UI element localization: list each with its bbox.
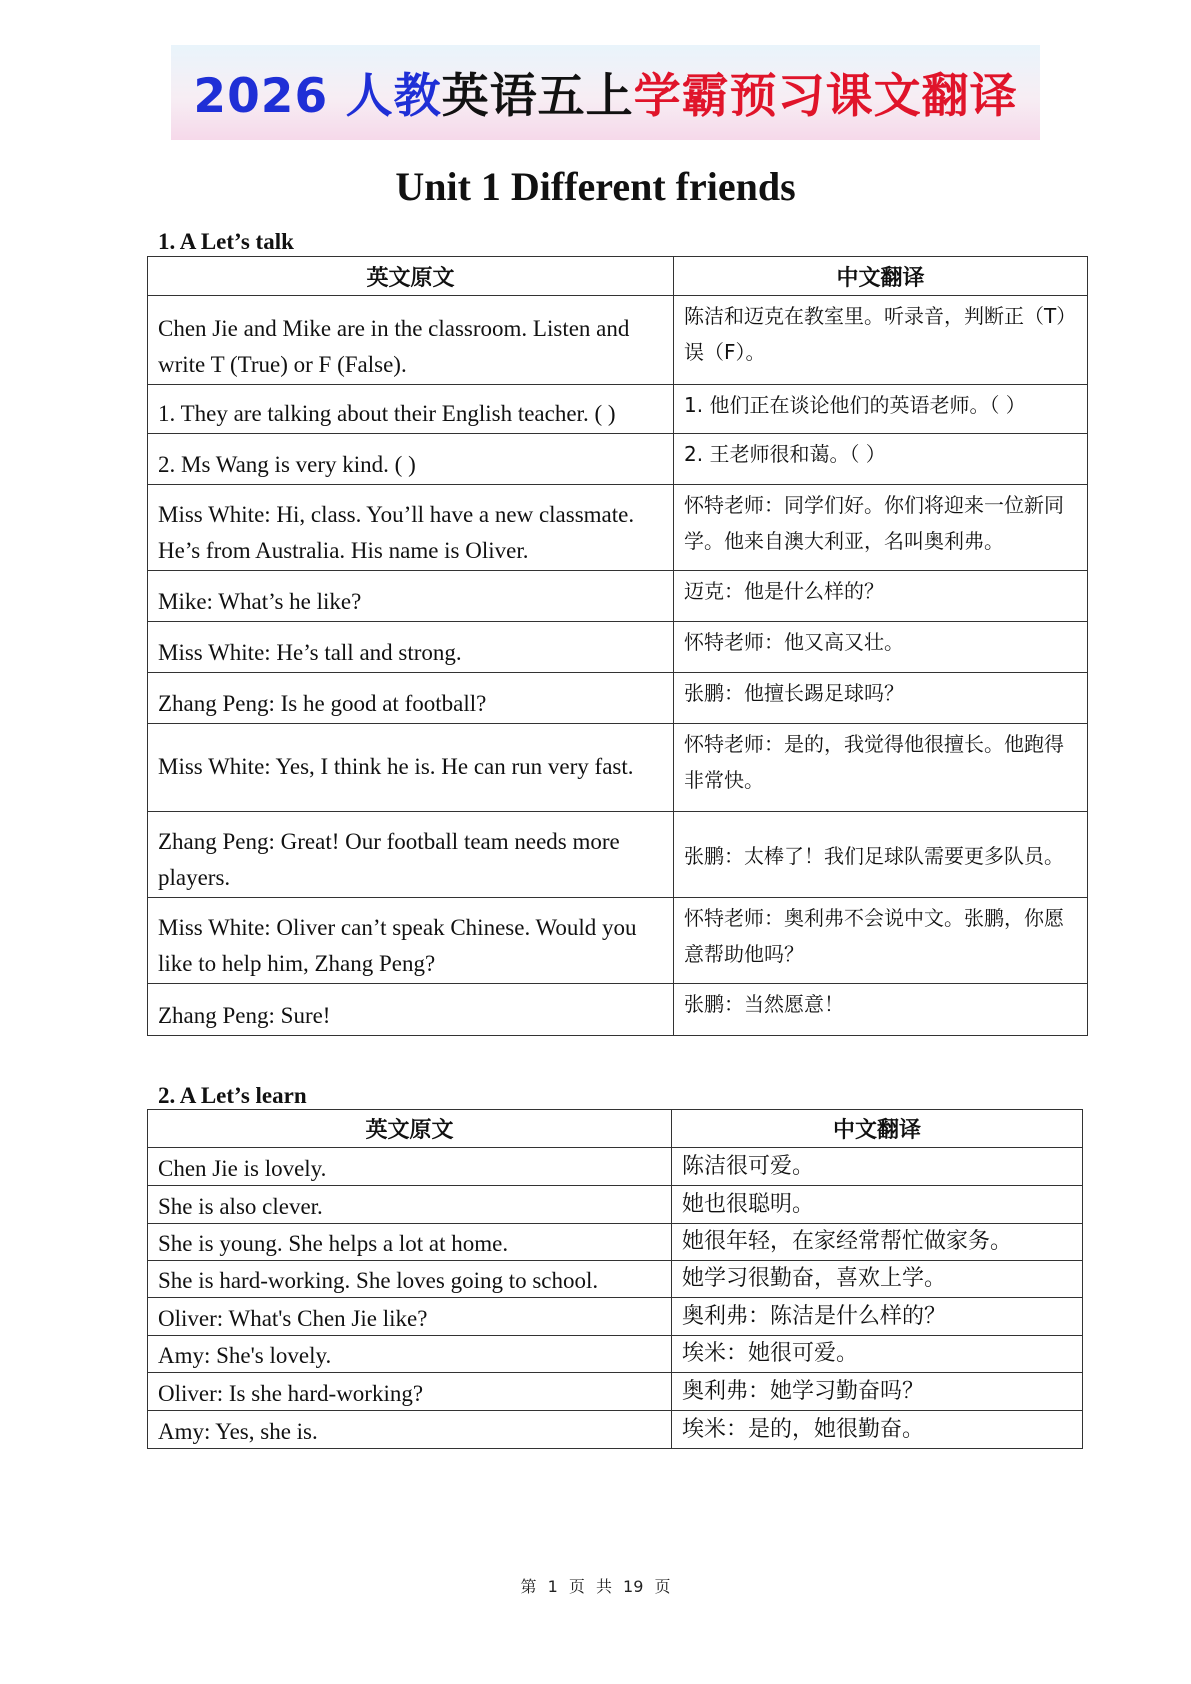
title-banner xyxy=(171,45,1040,140)
chinese-cell: 奥利弗：陈洁是什么样的？ xyxy=(672,1298,1083,1336)
table-row xyxy=(148,296,1088,385)
table-row xyxy=(148,812,1088,898)
unit-title: Unit 1 Different friends xyxy=(395,164,796,209)
chinese-cell: 迈克：他是什么样的？ xyxy=(674,571,1088,622)
english-cell: Miss White: Hi, class. You’ll have a new classmate. He’s from Australia. His name is Oliver. xyxy=(148,485,674,571)
chinese-cell: 怀特老师：同学们好。你们将迎来一位新同学。他来自澳大利亚，名叫奥利弗。 xyxy=(674,485,1088,571)
english-cell: 2. Ms Wang is very kind. ( ) xyxy=(148,434,674,485)
table-header-row xyxy=(148,257,1088,296)
table-row xyxy=(148,571,1088,622)
table-row xyxy=(148,385,1088,434)
banner-title xyxy=(193,59,1017,126)
chinese-cell: 埃米：是的，她很勤奋。 xyxy=(672,1411,1083,1449)
banner-subject: 英语五上 xyxy=(441,69,634,124)
lets-learn-table xyxy=(147,1109,1083,1449)
table-row xyxy=(148,724,1088,812)
chinese-cell: 怀特老师：他又高又壮。 xyxy=(674,622,1088,673)
table-header-row xyxy=(148,1110,1083,1148)
english-cell: Amy: Yes, she is. xyxy=(148,1411,672,1449)
banner-publisher: 人教 xyxy=(345,69,442,124)
table-row xyxy=(148,485,1088,571)
table-row xyxy=(148,1261,1083,1298)
column-header-chinese: 中文翻译 xyxy=(674,257,1088,296)
table-row xyxy=(148,1298,1083,1336)
chinese-cell: 陈洁和迈克在教室里。听录音，判断正（T）误（F）。 xyxy=(674,296,1088,385)
column-header-english: 英文原文 xyxy=(148,257,674,296)
chinese-cell: 张鹏：他擅长踢足球吗？ xyxy=(674,673,1088,724)
section-heading: 1. A Let’s talk xyxy=(158,229,294,254)
chinese-cell: 1. 他们正在谈论他们的英语老师。（ ） xyxy=(674,385,1088,434)
english-cell: Zhang Peng: Great! Our football team needs more players. xyxy=(148,812,674,898)
english-cell: Miss White: Yes, I think he is. He can run very fast. xyxy=(148,724,674,812)
table-row xyxy=(148,1186,1083,1224)
column-header-chinese: 中文翻译 xyxy=(672,1110,1083,1148)
english-cell: Miss White: Oliver can’t speak Chinese. Would you like to help him, Zhang Peng? xyxy=(148,898,674,984)
english-cell: Oliver: What's Chen Jie like? xyxy=(148,1298,672,1336)
table-row xyxy=(148,622,1088,673)
english-cell: Miss White: He’s tall and strong. xyxy=(148,622,674,673)
banner-year: 2026 xyxy=(193,69,346,124)
column-header-english: 英文原文 xyxy=(148,1110,672,1148)
banner-tagline: 学霸预习课文翻译 xyxy=(633,69,1018,124)
chinese-cell: 陈洁很可爱。 xyxy=(672,1148,1083,1186)
chinese-cell: 她也很聪明。 xyxy=(672,1186,1083,1224)
table-row xyxy=(148,1224,1083,1261)
chinese-cell: 她学习很勤奋，喜欢上学。 xyxy=(672,1261,1083,1298)
english-cell: She is young. She helps a lot at home. xyxy=(148,1224,672,1261)
english-cell: Zhang Peng: Is he good at football? xyxy=(148,673,674,724)
chinese-cell: 奥利弗：她学习勤奋吗？ xyxy=(672,1373,1083,1411)
table-row xyxy=(148,434,1088,485)
table-row xyxy=(148,1336,1083,1373)
chinese-cell: 她很年轻，在家经常帮忙做家务。 xyxy=(672,1224,1083,1261)
english-cell: She is also clever. xyxy=(148,1186,672,1224)
table-row xyxy=(148,1411,1083,1449)
english-cell: She is hard-working. She loves going to school. xyxy=(148,1261,672,1298)
chinese-cell: 埃米：她很可爱。 xyxy=(672,1336,1083,1373)
english-cell: Zhang Peng: Sure! xyxy=(148,984,674,1036)
table-row xyxy=(148,898,1088,984)
english-cell: 1. They are talking about their English teacher. ( ) xyxy=(148,385,674,434)
chinese-cell: 怀特老师：是的，我觉得他很擅长。他跑得非常快。 xyxy=(674,724,1088,812)
english-cell: Chen Jie and Mike are in the classroom. Listen and write T (True) or F (False). xyxy=(148,296,674,385)
english-cell: Chen Jie is lovely. xyxy=(148,1148,672,1186)
english-cell: Mike: What’s he like? xyxy=(148,571,674,622)
chinese-cell: 怀特老师：奥利弗不会说中文。张鹏，你愿意帮助他吗？ xyxy=(674,898,1088,984)
english-cell: Amy: She's lovely. xyxy=(148,1336,672,1373)
english-cell: Oliver: Is she hard-working? xyxy=(148,1373,672,1411)
table-row xyxy=(148,984,1088,1036)
table-row xyxy=(148,673,1088,724)
table-row xyxy=(148,1373,1083,1411)
page-number: 第 1 页 共 19 页 xyxy=(520,1577,671,1596)
chinese-cell: 张鹏：太棒了！我们足球队需要更多队员。 xyxy=(674,812,1088,898)
chinese-cell: 2. 王老师很和蔼。（ ） xyxy=(674,434,1088,485)
section-heading: 2. A Let’s learn xyxy=(158,1083,307,1108)
lets-talk-table xyxy=(147,256,1088,1036)
chinese-cell: 张鹏：当然愿意！ xyxy=(674,984,1088,1036)
table-row xyxy=(148,1148,1083,1186)
